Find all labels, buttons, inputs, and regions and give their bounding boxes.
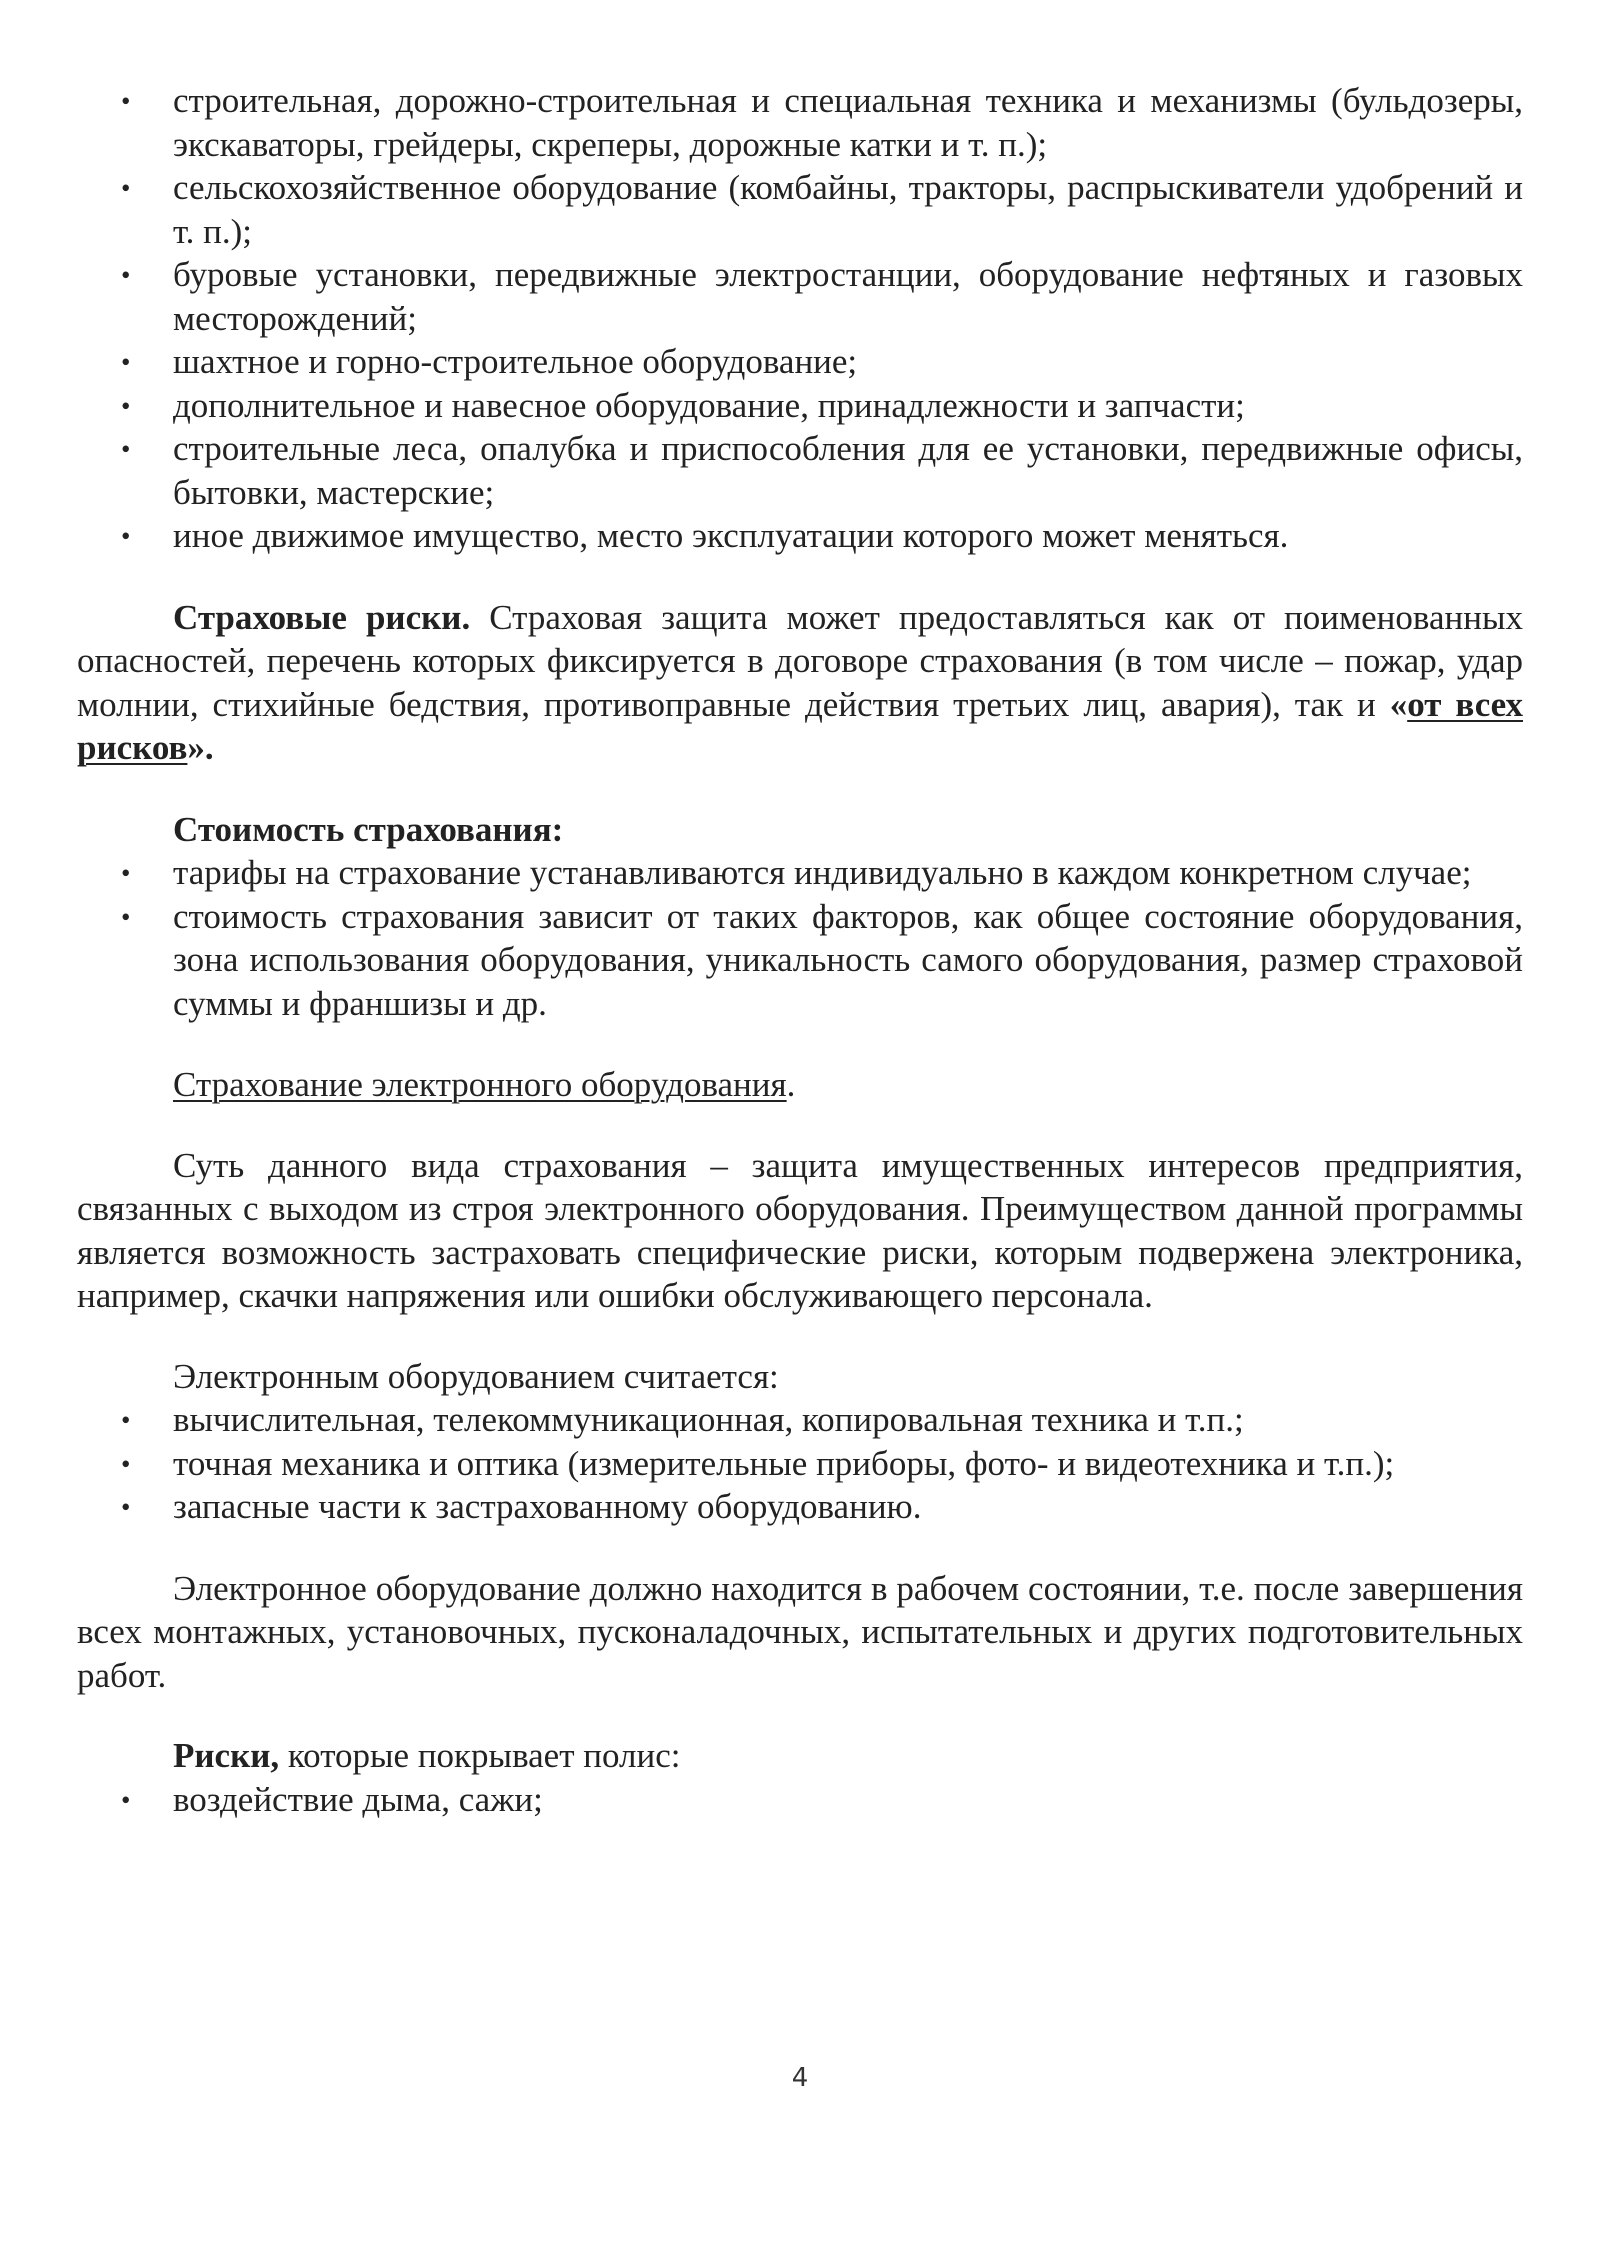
equipment-list [77,79,1523,558]
all-risks-term: от всех рисков [77,684,1523,767]
list-item: • сельскохозяйственное оборудование (комбайны, тракторы, распрыскиватели удобрений и т. п.); [77,166,1523,253]
insurance-risks-text: Страховая защита может предоставляться как от поименованных опасностей, перечень которых фиксируется в договоре страхования (в том числе – пожар, удар молнии, стихийные бедствия, противоправные действия третьих лиц, авария), так и [77,597,1523,724]
policy-risks-paragraph [77,1734,1523,1778]
quote-open: « [1389,684,1408,724]
electronic-list [77,1398,1523,1529]
list-item: • строительная, дорожно-строительная и специальная техника и механизмы (бульдозеры, экскаваторы, грейдеры, скреперы, дорожные катки и т. п.); [77,79,1523,166]
list-item: • шахтное и горно-строительное оборудование; [77,340,1523,384]
heading-period: . [786,1065,796,1104]
list-item: • буровые установки, передвижные электростанции, оборудование нефтяных и газовых месторождений; [77,253,1523,340]
cost-heading [77,808,1523,852]
document-page [77,79,1523,1821]
list-item: • точная механика и оптика (измерительные приборы, фото- и видеотехника и т.п.); [77,1442,1523,1486]
list-item: • строительные леса, опалубка и приспособления для ее установки, передвижные офисы, бытовки, мастерские; [77,427,1523,514]
list-item: • запасные части к застрахованному оборудованию. [77,1485,1523,1529]
essence-paragraph: Суть данного вида страхования – защита имущественных интересов предприятия, связанных с выходом из строя электронного оборудования. Преимуществом данной программы является возможность застраховать специфические риски, которым подвержена электроника, например, скачки напряжения или ошибки обслуживающего персонала. [77,1145,1523,1315]
policy-risks-lead: Риски, [173,1736,280,1775]
policy-risks-list [77,1778,1523,1822]
policy-risks-text: которые покрывает полис: [279,1736,681,1775]
page-number: 4 [791,2063,809,2093]
insurance-risks-paragraph [77,596,1523,770]
electronic-insurance-heading [77,1063,1523,1107]
list-item: • дополнительное и навесное оборудование, принадлежности и запчасти; [77,384,1523,428]
condition-paragraph: Электронное оборудование должно находится в рабочем состоянии, т.е. после завершения всех монтажных, установочных, пусконаладочных, испытательных и других подготовительных работ. [77,1568,1523,1695]
electronic-insurance-heading-text: Страхование электронного оборудования [173,1065,787,1104]
list-item: • тарифы на страхование устанавливаются индивидуально в каждом конкретном случае; [77,851,1523,895]
list-item: • иное движимое имущество, место эксплуатации которого может меняться. [77,514,1523,558]
list-item: • воздействие дыма, сажи; [77,1778,1523,1822]
cost-list [77,851,1523,1025]
list-item: • вычислительная, телекоммуникационная, копировальная техника и т.п.; [77,1398,1523,1442]
list-item: • стоимость страхования зависит от таких факторов, как общее состояние оборудования, зона использования оборудования, уникальность самого оборудования, размер страховой суммы и франшизы и др. [77,895,1523,1026]
quote-close: ». [187,728,214,767]
electronic-intro: Электронным оборудованием считается: [173,1356,779,1396]
cost-heading-text: Стоимость страхования: [173,809,564,849]
insurance-risks-lead: Страховые риски. [173,597,471,637]
